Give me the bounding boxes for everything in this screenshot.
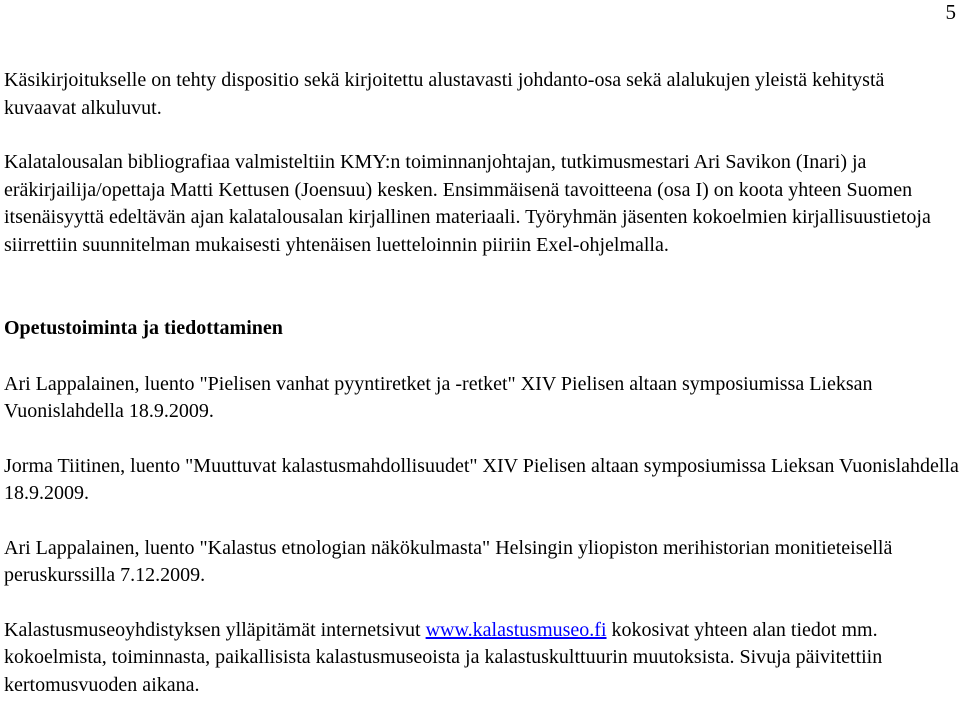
website-text-before: Kalastusmuseoyhdistyksen ylläpitämät internetsivut	[4, 618, 426, 641]
document-body	[4, 67, 960, 699]
website-text-after: kokosivat yhteen alan tiedot mm. kokoelmista, toiminnasta, paikallisista kalastusmuseoista ja kalastuskulttuurin muutoksista. Sivuja päivitettiin kertomusvuoden aikana.	[4, 618, 883, 696]
lecture-item: Ari Lappalainen, luento "Kalastus etnologian näkökulmasta" Helsingin yliopiston merihistorian monitieteisellä peruskurssilla 7.12.2009.	[4, 536, 893, 586]
website-link[interactable]: www.kalastusmuseo.fi	[425, 618, 607, 641]
lecture-item: Ari Lappalainen, luento "Pielisen vanhat pyyntiretket ja -retket" XIV Pielisen altaan symposiumissa Lieksan Vuonislahdella 18.9.2009.	[4, 372, 873, 422]
lecture-item: Jorma Tiitinen, luento "Muuttuvat kalastusmahdollisuudet" XIV Pielisen altaan symposiumissa Lieksan Vuonislahdella 18.9.2009.	[4, 454, 959, 504]
paragraph-manuscript: Käsikirjoitukselle on tehty dispositio sekä kirjoitettu alustavasti johdanto-osa sekä alalukujen yleistä kehitystä kuvaavat alkuluvut.	[4, 69, 885, 119]
page-number: 5	[945, 0, 956, 24]
website-paragraph	[4, 617, 960, 700]
paragraph-bibliography: Kalatalousalan bibliografiaa valmisteltiin KMY:n toiminnanjohtajan, tutkimusmestari Ari Savikon (Inari) ja eräkirjailija/opettaja Matti Kettusen (Joensuu) kesken. Ensimmäisenä tavoitteena (osa I) on koota yhteen Suomen itsenäisyyttä edeltävän ajan kalatalousalan kirjallinen materiaali. Työryhmän jäsenten kokoelmien kirjallisuustietoja siirrettiin suunnitelman mukaisesti yhtenäisen luetteloinnin piiriin Exel-ohjelmalla.	[4, 151, 931, 256]
section-heading: Opetustoiminta ja tiedottaminen	[4, 317, 283, 339]
